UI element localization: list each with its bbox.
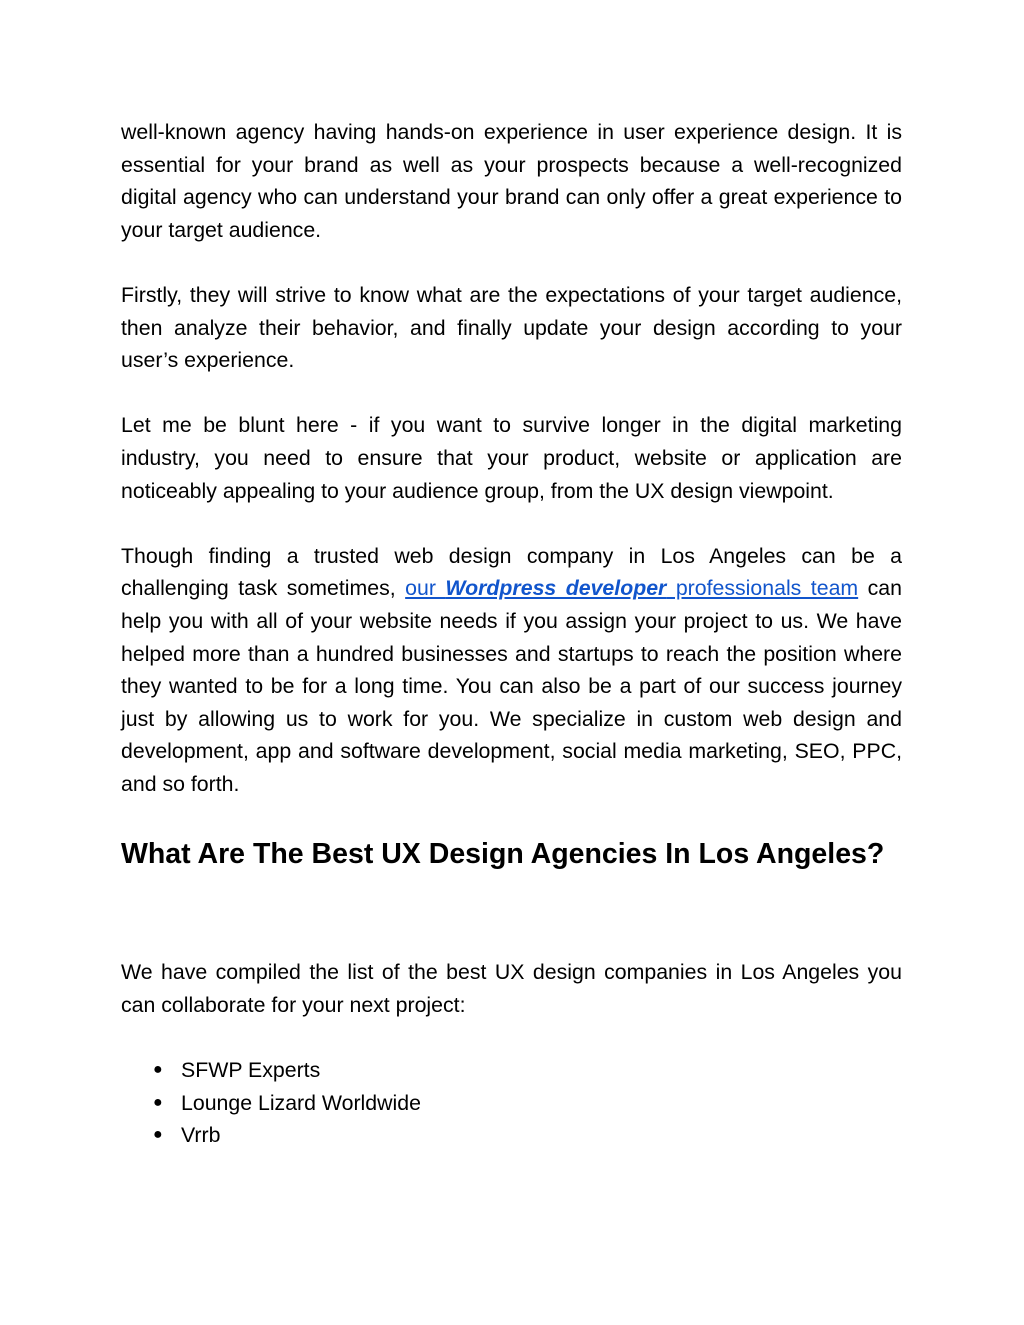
list-item xyxy=(121,1087,902,1120)
agency-list xyxy=(121,1054,902,1152)
paragraph-list-intro: We have compiled the list of the best UX design companies in Los Angeles you can collaborate for your next project: xyxy=(121,960,902,1018)
paragraph-blunt: Let me be blunt here - if you want to survive longer in the digital marketing industry, you need to ensure that your product, website or application are noticeably appealing to your audience group, from the UX design viewpoint. xyxy=(121,413,902,503)
agency-name: SFWP Experts xyxy=(181,1058,321,1083)
agency-name: Vrrb xyxy=(181,1123,221,1148)
document-page xyxy=(121,116,902,1152)
paragraph-expectations: Firstly, they will strive to know what are the expectations of your target audience, then analyze their behavior, and finally update your design according to your user’s experience. xyxy=(121,282,902,373)
wordpress-developer-team-link[interactable] xyxy=(405,576,858,600)
bullet-icon: ● xyxy=(153,1061,163,1079)
agency-name: Lounge Lizard Worldwide xyxy=(181,1090,421,1115)
list-item xyxy=(121,1119,902,1152)
list-item xyxy=(121,1054,902,1087)
paragraph-text-after-link: can help you with all of your website needs if you assign your project to us. We have helped more than a hundred businesses and startups to reach the position where they wanted to be for a long time. You can also be a part of our success journey just by allowing us to work for you. We specialize in custom web design and development, app and software development, social media marketing, SEO, PPC, and so forth. xyxy=(121,576,902,796)
bullet-icon: ● xyxy=(153,1126,163,1144)
paragraph-text-before-link: Though finding a trusted web design company in Los Angeles can be a challenging task sometimes, xyxy=(121,543,902,601)
paragraph-trusted-company xyxy=(121,540,902,801)
section-heading: What Are The Best UX Design Agencies In Los Angeles? xyxy=(121,838,885,871)
bullet-icon: ● xyxy=(153,1093,163,1111)
link-text-our: our xyxy=(405,576,446,601)
link-text-professionals-team: professionals team xyxy=(666,576,859,601)
link-text-wordpress-developer: Wordpress developer xyxy=(445,576,667,601)
paragraph-agency-experience: well-known agency having hands-on experience in user experience design. It is essential for your brand as well as your prospects because a well-recognized digital agency who can understand your brand can only offer a great experience to your target audience. xyxy=(121,120,902,242)
